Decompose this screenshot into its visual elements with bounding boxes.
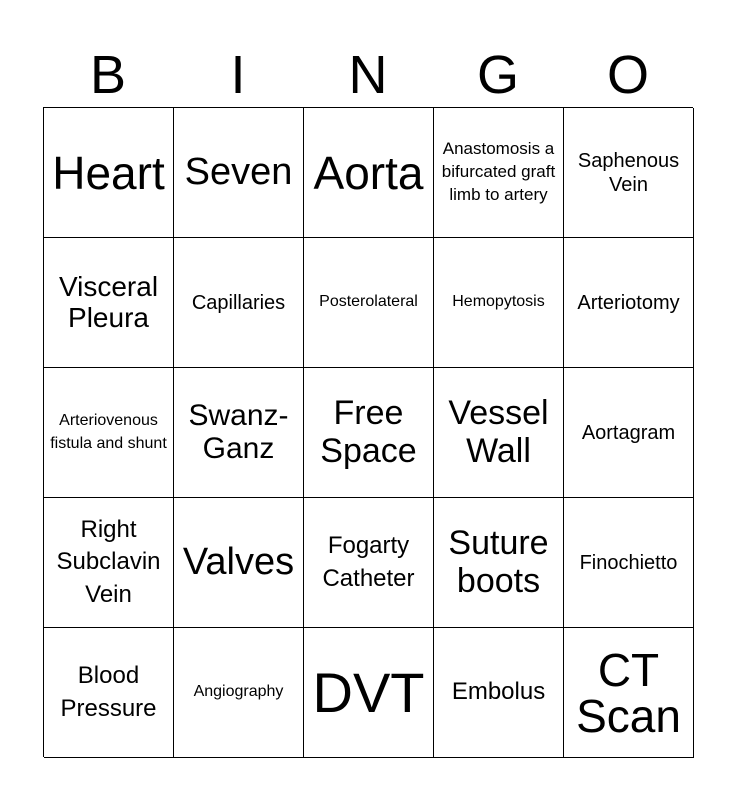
cell-text: Arteriotomy: [577, 291, 680, 314]
cell-text: Finochietto: [579, 551, 678, 574]
cell-text: Heart: [52, 146, 165, 199]
cell-text: Blood Pressure: [60, 662, 157, 722]
header-letter-n: N: [348, 45, 388, 105]
cell-text: Visceral Pleura: [58, 270, 159, 333]
cell-text: DVT: [312, 660, 425, 724]
cell-text: CT Scan: [576, 643, 681, 742]
bingo-cell[interactable]: [44, 628, 174, 758]
bingo-cell[interactable]: [174, 368, 304, 498]
cell-text: Aorta: [313, 146, 424, 199]
cell-text: Free Space: [320, 394, 417, 470]
cell-text: Hemopytosis: [452, 293, 545, 311]
bingo-cell[interactable]: [564, 498, 694, 628]
cell-text: Posterolateral: [319, 293, 418, 311]
bingo-cell[interactable]: [174, 628, 304, 758]
bingo-cell[interactable]: [174, 498, 304, 628]
bingo-header: [43, 44, 693, 106]
bingo-cell[interactable]: [304, 628, 434, 758]
cell-text: Angiography: [193, 683, 284, 701]
bingo-cell[interactable]: [434, 238, 564, 368]
cell-text: Embolus: [451, 678, 546, 706]
cell-text: Valves: [182, 540, 295, 583]
cell-text: Saphenous Vein: [577, 149, 680, 196]
bingo-cell[interactable]: [434, 628, 564, 758]
cell-text: Capillaries: [191, 291, 286, 314]
bingo-cell[interactable]: [44, 108, 174, 238]
bingo-cell[interactable]: [44, 368, 174, 498]
bingo-cell[interactable]: [174, 238, 304, 368]
cell-text: Suture boots: [448, 524, 549, 600]
header-letter-o: O: [606, 45, 649, 105]
bingo-cell[interactable]: [434, 108, 564, 238]
bingo-cell[interactable]: [304, 238, 434, 368]
cell-text: Right Subclavin Vein: [56, 515, 161, 608]
cell-text: Vessel Wall: [448, 394, 549, 470]
cell-text: Arteriovenous fistula and shunt: [50, 412, 167, 452]
bingo-cell[interactable]: [434, 368, 564, 498]
bingo-cell[interactable]: [304, 108, 434, 238]
cell-text: Seven: [184, 150, 293, 193]
bingo-cell[interactable]: [304, 368, 434, 498]
cell-text: Swanz-Ganz: [188, 399, 289, 465]
bingo-cell[interactable]: [44, 238, 174, 368]
bingo-cell[interactable]: [564, 238, 694, 368]
bingo-cell[interactable]: [564, 108, 694, 238]
cell-text: Aortagram: [581, 421, 676, 444]
header-letter-g: G: [476, 45, 519, 105]
bingo-card-grid: [43, 107, 693, 757]
header-letter-b: B: [89, 45, 127, 105]
header-letter-i: I: [230, 45, 246, 105]
bingo-cell[interactable]: [174, 108, 304, 238]
bingo-cell[interactable]: [304, 498, 434, 628]
cell-text: Anastomosis a bifurcated graft limb to artery: [441, 139, 556, 204]
bingo-cell[interactable]: [44, 498, 174, 628]
bingo-cell[interactable]: [564, 368, 694, 498]
bingo-cell[interactable]: [434, 498, 564, 628]
bingo-cell[interactable]: [564, 628, 694, 758]
cell-text: Fogarty Catheter: [322, 532, 415, 592]
